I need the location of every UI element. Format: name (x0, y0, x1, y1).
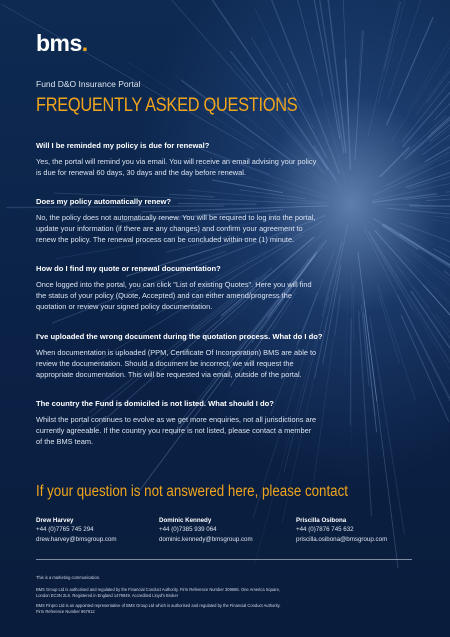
faq-question: I've uploaded the wrong document during the quotation process. What do I do? (36, 332, 323, 341)
faq-item (36, 332, 416, 380)
contact-name: Priscilla Osibona (296, 517, 347, 524)
faq-item (36, 264, 416, 312)
contact-email[interactable]: priscilla.osibona@bmsgroup.com (296, 535, 388, 543)
footer-divider (36, 559, 412, 560)
regulatory-notice: BMS Group Ltd is authorised and regulated by the Financial Conduct Authority. Firm Reference Number 309686. One America Square, London EC3N 2LS. Registered in England 1479949. Accredited Lloyd's Broker (36, 587, 281, 599)
contact-card (36, 516, 117, 544)
faq-answer: No, the policy does not automatically renew. You will be required to log into the portal, update your information (if there are any changes) and confirm your agreement to renew the policy. The renewal process can be concluded within one (1) minute. (36, 213, 316, 244)
contact-name: Drew Harvey (36, 517, 74, 524)
faq-item (36, 399, 416, 447)
contact-phone[interactable]: +44 (0)7765 745 294 (36, 526, 94, 534)
faq-item (36, 141, 416, 178)
appointed-representative-notice: BMS Finpro Ltd is an appointed representative of BMS Group Ltd which is authorised and regulated by the Financial Conduct Authority. Firm Reference Number 967912 (36, 603, 281, 615)
bms-logo: bms. (36, 30, 88, 56)
contact-phone[interactable]: +44 (0)7385 939 064 (159, 526, 217, 534)
contact-name: Dominic Kennedy (159, 517, 212, 524)
faq-answer: Once logged into the portal, you can click "List of existing Quotes". Here you will find the status of your policy (Quote, Accepted) and can either amend/progress the quotation or review your signed policy documentation. (36, 280, 312, 311)
contact-phone[interactable]: +44 (0)7876 745 632 (296, 526, 354, 534)
faq-item (36, 197, 416, 245)
contact-card (159, 516, 253, 544)
faq-question: Will I be reminded my policy is due for renewal? (36, 141, 210, 150)
faq-question: Does my policy automatically renew? (36, 197, 172, 206)
page-title: FREQUENTLY ASKED QUESTIONS (36, 95, 298, 116)
faq-question: The country the Fund is domiciled is not listed. What should I do? (36, 399, 274, 408)
faq-answer: When documentation is uploaded (PPM, Certificate Of Incorporation) BMS are able to review the documentation. Should a document be incorrect, we will request the appropriate documentation. This will be requested via email, outside of the portal. (36, 348, 317, 379)
contact-heading: If your question is not answered here, please contact (36, 483, 348, 500)
contact-card (296, 516, 387, 544)
faq-answer: Whilst the portal continues to evolve as we get more enquiries, not all jurisdictions are currently agreeable. If the country you require is not listed, please contact a member of the BMS team. (36, 415, 317, 446)
faq-answer: Yes, the portal will remind you via email. You will receive an email advising your policy is due for renewal 60 days, 30 days and the day before renewal. (36, 157, 317, 177)
portal-title: Fund D&O Insurance Portal (36, 79, 141, 89)
faq-question: How do I find my quote or renewal documentation? (36, 264, 221, 273)
contact-email[interactable]: drew.harvey@bmsgroup.com (36, 535, 117, 543)
contact-email[interactable]: dominic.kennedy@bmsgroup.com (159, 535, 253, 543)
marketing-note: This is a marketing communication. (36, 575, 101, 580)
